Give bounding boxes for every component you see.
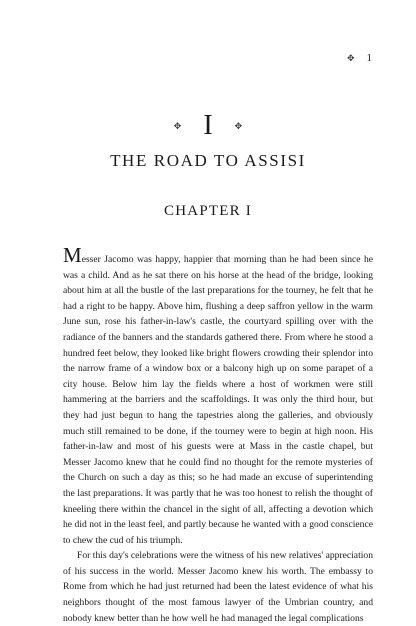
paragraph-text: esser Jacomo was happy, happier that morning than he had been since he was a child. And as he sat there on his horse at the head of the bridge, looking about him at all the bustle of the last preparations for the tourney, he felt that he had a right to be happy. Above him, flushing a deep saffron yellow in the warm June sun, rose his father-in-law's castle, the courtyard spilling over with the radiance of the banners and the standards gathered there. From where he stood a hundred feet below, they looked like bright flowers crowding their splendor into the narrow frame of a window box or a balcony high up on some parapet of a city house. Below him lay the fields where a host of workmen were still hammering at the barriers and the scaffoldings. It was only the third hour, but they had just begun to hang the tapestries along the galleries, and obviously much still remained to be done, if the tourney were to begin at high noon. His father-in-law and most of his guests were at Mass in the castle chapel, but Messer Jacomo knew that he could find no thought for the remote mysteries of the Church on such a day as this; so he had made an excuse of superintending the last preparations. It was partly that he was too honest to relish the thought of kneeling there within the chancel in the sight of all, affecting a devotion which he did not in the least feel, and partly because he wanted with a good conscience to chew the cud of his triumph. <box>63 254 373 546</box>
page-number: 1 <box>366 52 372 64</box>
initial-letter: M <box>63 243 82 267</box>
ornament-icon: ✥ <box>173 120 182 131</box>
part-heading <box>0 112 416 140</box>
paragraph <box>63 243 373 548</box>
paragraph: For this day's celebrations were the witness of his new relatives' appreciation of his success in the world. Messer Jacomo knew his worth. The embassy to Rome from which he had just returned had been the latest evidence of what his neighbors thought of the most famous lawyer of the Umbrian country, and nobody knew better than he how well he had managed the legal complications <box>63 550 373 624</box>
ornament-icon: ✥ <box>346 52 355 63</box>
running-header <box>347 52 372 64</box>
ornament-icon: ✥ <box>234 120 243 131</box>
body-text <box>63 243 373 626</box>
part-title: THE ROAD TO ASSISI <box>110 151 306 170</box>
part-numeral: I <box>203 110 213 141</box>
chapter-title: CHAPTER I <box>164 203 252 219</box>
